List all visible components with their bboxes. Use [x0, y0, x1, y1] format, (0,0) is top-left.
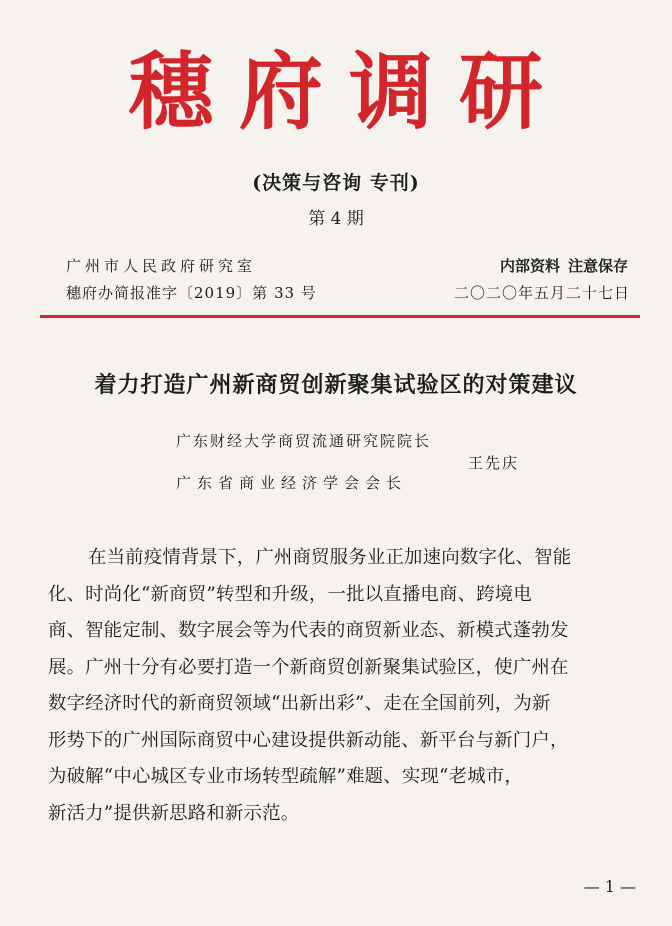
author-affiliation-2: 广东省商业经济学会会长 [176, 474, 408, 492]
author-name: 王先庆 [468, 454, 520, 472]
issue-date: 二〇二〇年五月二十七日 [453, 284, 630, 302]
author-affiliation-1: 广东财经大学商贸流通研究院院长 [176, 432, 432, 450]
body-line: 形势下的广州国际商贸中心建设提供新动能、新平台与新门户， [48, 729, 569, 751]
issue-number: 第 4 期 [308, 209, 364, 229]
classification-note [500, 255, 628, 276]
body-line: 在当前疫情背景下，广州商贸服务业正加速向数字化、智能 [88, 547, 572, 568]
keep-note: 注意保存 [567, 257, 628, 275]
red-divider [40, 315, 640, 318]
body-line: 商、智能定制、数字展会等为代表的商贸新业态、新模式蓬勃发 [48, 620, 569, 641]
body-line: 展。广州十分有必要打造一个新商贸创新聚集试验区，使广州在 [48, 656, 569, 678]
organization: 广州市人民政府研究室 [66, 257, 257, 275]
body-line: 新活力”提供新思路和新示范。 [48, 802, 300, 824]
body-line: 化、时尚化“新商贸”转型和升级，一批以直播电商、跨境电 [48, 583, 532, 605]
article-body [48, 540, 632, 832]
masthead-title: 穗府调研 [128, 42, 569, 141]
body-line: 为破解“中心城区专业市场转型疏解”难题、实现“老城市， [48, 766, 523, 787]
page-number: — 1 — [583, 877, 636, 896]
subtitle: (决策与咨询 专刊) [252, 172, 420, 194]
classification-label: 内部资料 [499, 257, 560, 275]
report-number: 穗府办简报准字〔2019〕第 33 号 [66, 284, 317, 302]
body-line: 数字经济时代的新商贸领域“出新出彩”、走在全国前列，为新 [48, 693, 551, 714]
article-title: 着力打造广州新商贸创新聚集试验区的对策建议 [94, 372, 578, 398]
